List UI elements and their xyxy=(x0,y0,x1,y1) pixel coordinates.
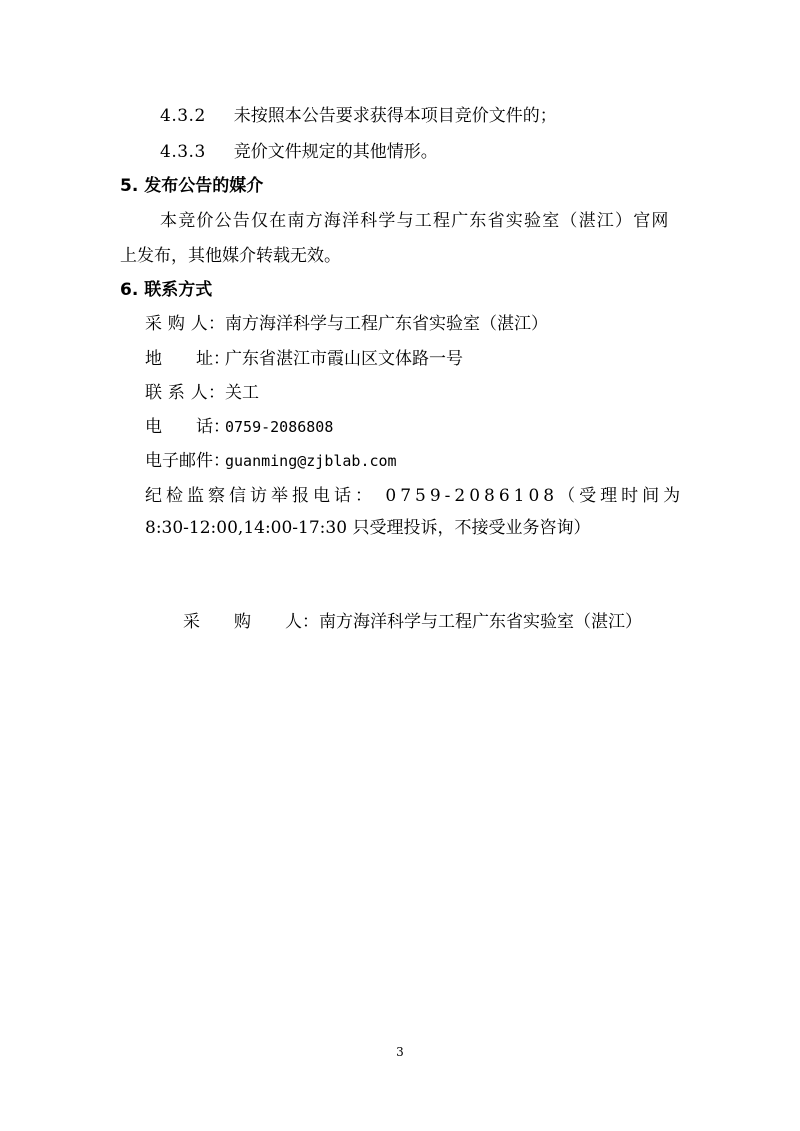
contact-label: 联 系 人： xyxy=(145,383,225,403)
purchaser-label: 采 购 人： xyxy=(145,314,225,334)
email-label: 电子邮件： xyxy=(145,451,230,471)
contact-phone xyxy=(145,416,333,438)
signature-label: 采 购 人： xyxy=(183,612,319,632)
phone-value: 0759-2086808 xyxy=(225,418,334,436)
item-number: 4.3.2 xyxy=(160,106,206,126)
purchaser-value: 南方海洋科学与工程广东省实验室（湛江） xyxy=(225,314,548,334)
address-value: 广东省湛江市霞山区文体路一号 xyxy=(225,349,463,369)
contact-purchaser xyxy=(145,313,548,335)
section-5-paragraph-line-2: 上发布，其他媒介转载无效。 xyxy=(120,246,341,266)
item-number: 4.3.3 xyxy=(160,142,206,162)
section-6-heading: 6. 联系方式 xyxy=(120,280,213,300)
address-label: 地 址： xyxy=(145,349,230,369)
item-text: 未按照本公告要求获得本项目竞价文件的； xyxy=(233,106,557,126)
section-5-paragraph-line-1: 本竞价公告仅在南方海洋科学与工程广东省实验室（湛江）官网 xyxy=(160,211,670,231)
item-text: 竞价文件规定的其他情形。 xyxy=(233,142,438,162)
signature-value: 南方海洋科学与工程广东省实验室（湛江） xyxy=(319,612,642,632)
contact-value: 关工 xyxy=(225,383,259,403)
contact-email xyxy=(145,450,397,472)
contact-address xyxy=(145,348,463,370)
item-4-3-2 xyxy=(160,105,557,127)
page-number: 3 xyxy=(396,1045,404,1059)
email-link[interactable]: guanming@zjblab.com xyxy=(225,452,397,470)
complaint-hotline-line-2: 8:30-12:00,14:00-17:30 只受理投诉，不接受业务咨询） xyxy=(145,518,591,538)
item-4-3-3 xyxy=(160,141,438,163)
contact-person xyxy=(145,382,259,404)
signature-block xyxy=(183,611,642,633)
phone-label: 电 话： xyxy=(145,417,230,437)
complaint-hotline-line-1: 纪检监察信访举报电话： 0759-2086108（受理时间为 xyxy=(145,486,685,506)
section-5-heading: 5. 发布公告的媒介 xyxy=(120,176,264,196)
